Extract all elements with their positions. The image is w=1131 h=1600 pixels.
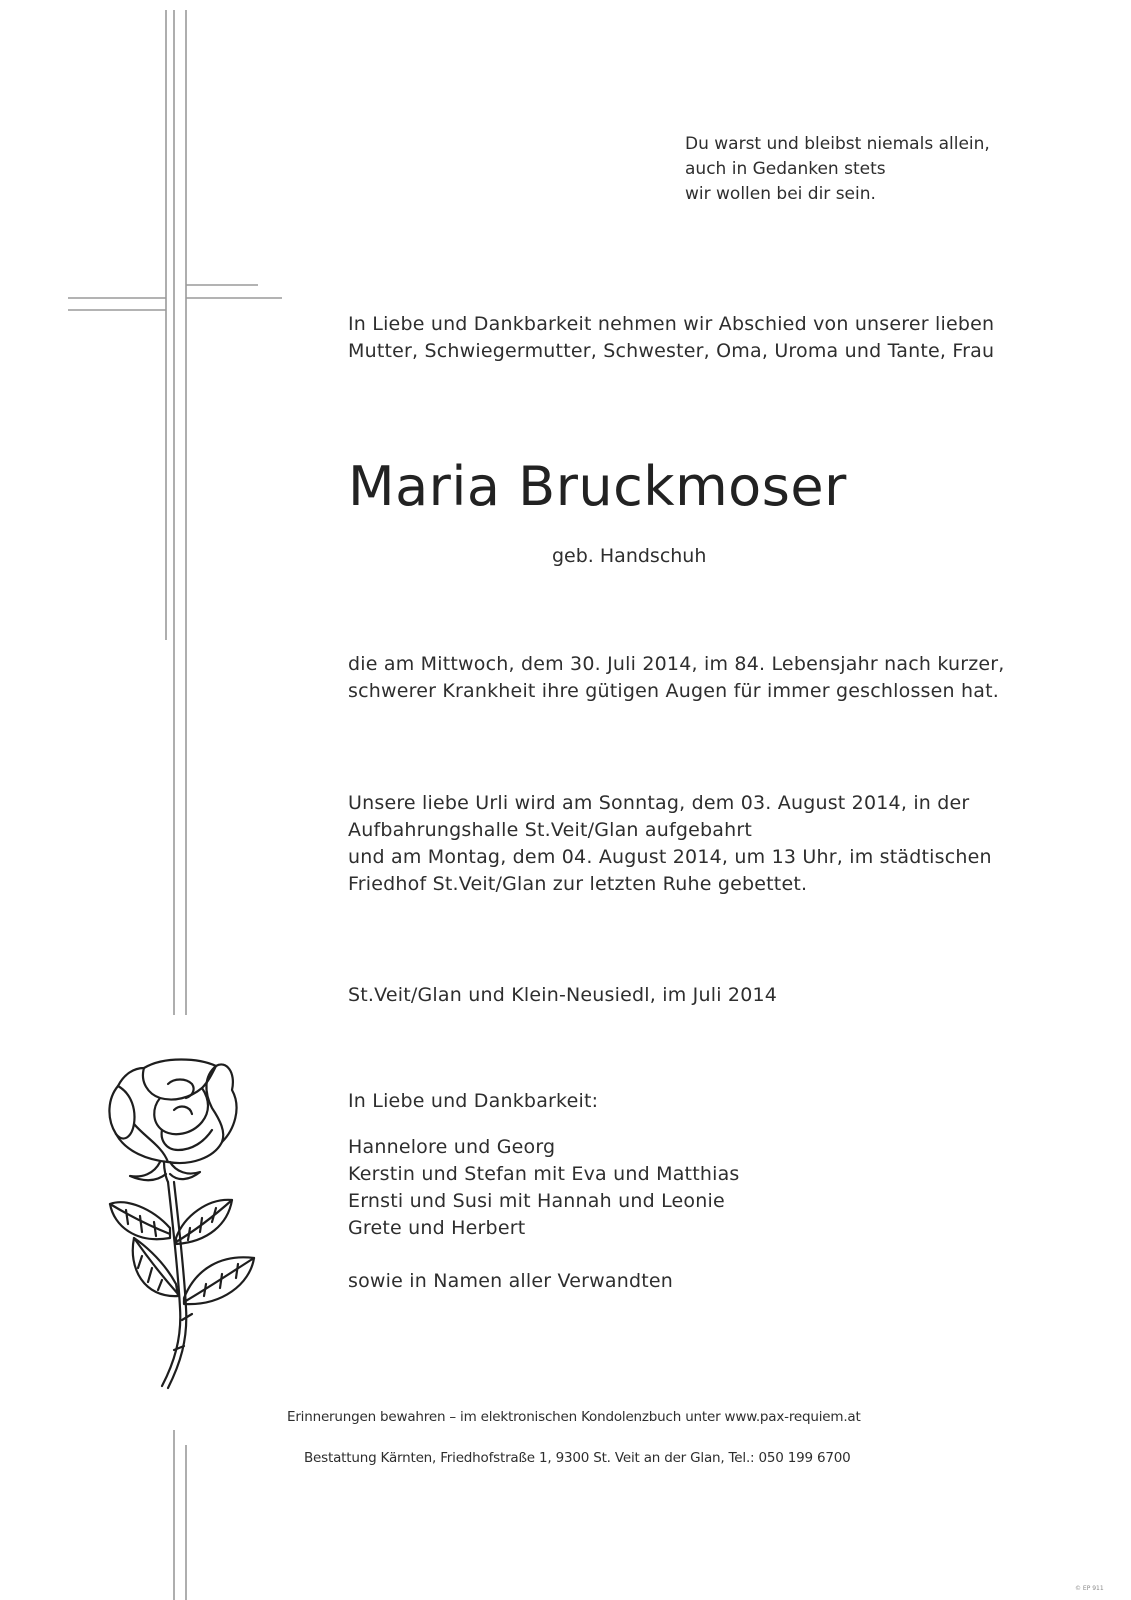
print-code: © EP 911 (1075, 1585, 1104, 1592)
death-notice-line: die am Mittwoch, dem 30. Juli 2014, im 84. Lebensjahr nach kurzer, (348, 653, 1005, 675)
intro-text (348, 311, 994, 365)
verse-line: Du warst und bleibst niemals allein, (685, 134, 990, 154)
funeral-line: Unsere liebe Urli wird am Sonntag, dem 03. August 2014, in der (348, 792, 970, 814)
condolence-footer: Erinnerungen bewahren – im elektronischen Kondolenzbuch unter www.pax-requiem.at (287, 1409, 861, 1425)
intro-line: In Liebe und Dankbarkeit nehmen wir Abschied von unserer lieben (348, 313, 995, 335)
verse-line: auch in Gedanken stets (685, 159, 886, 179)
list-item: Grete und Herbert (348, 1217, 526, 1239)
memorial-verse (685, 132, 990, 207)
undertaker-footer: Bestattung Kärnten, Friedhofstraße 1, 9300 St. Veit an der Glan, Tel.: 050 199 6700 (304, 1450, 851, 1466)
funeral-details (348, 790, 992, 898)
deceased-name: Maria Bruckmoser (348, 455, 847, 518)
verse-line: wir wollen bei dir sein. (685, 184, 876, 204)
death-notice (348, 651, 1005, 705)
maiden-name: geb. Handschuh (552, 545, 707, 567)
relatives-note: sowie in Namen aller Verwandten (348, 1270, 673, 1292)
list-item: Hannelore und Georg (348, 1136, 556, 1158)
death-notice-line: schwerer Krankheit ihre gütigen Augen für immer geschlossen hat. (348, 680, 999, 702)
family-list (348, 1134, 740, 1242)
place-date: St.Veit/Glan und Klein-Neusiedl, im Juli 2014 (348, 984, 778, 1006)
funeral-line: und am Montag, dem 04. August 2014, um 13 Uhr, im städtischen (348, 846, 992, 868)
funeral-line: Friedhof St.Veit/Glan zur letzten Ruhe gebettet. (348, 873, 808, 895)
rose-icon (104, 1058, 284, 1398)
funeral-line: Aufbahrungshalle St.Veit/Glan aufgebahrt (348, 819, 753, 841)
thanks-heading: In Liebe und Dankbarkeit: (348, 1090, 599, 1112)
list-item: Kerstin und Stefan mit Eva und Matthias (348, 1163, 740, 1185)
list-item: Ernsti und Susi mit Hannah und Leonie (348, 1190, 725, 1212)
intro-line: Mutter, Schwiegermutter, Schwester, Oma, Uroma und Tante, Frau (348, 340, 995, 362)
